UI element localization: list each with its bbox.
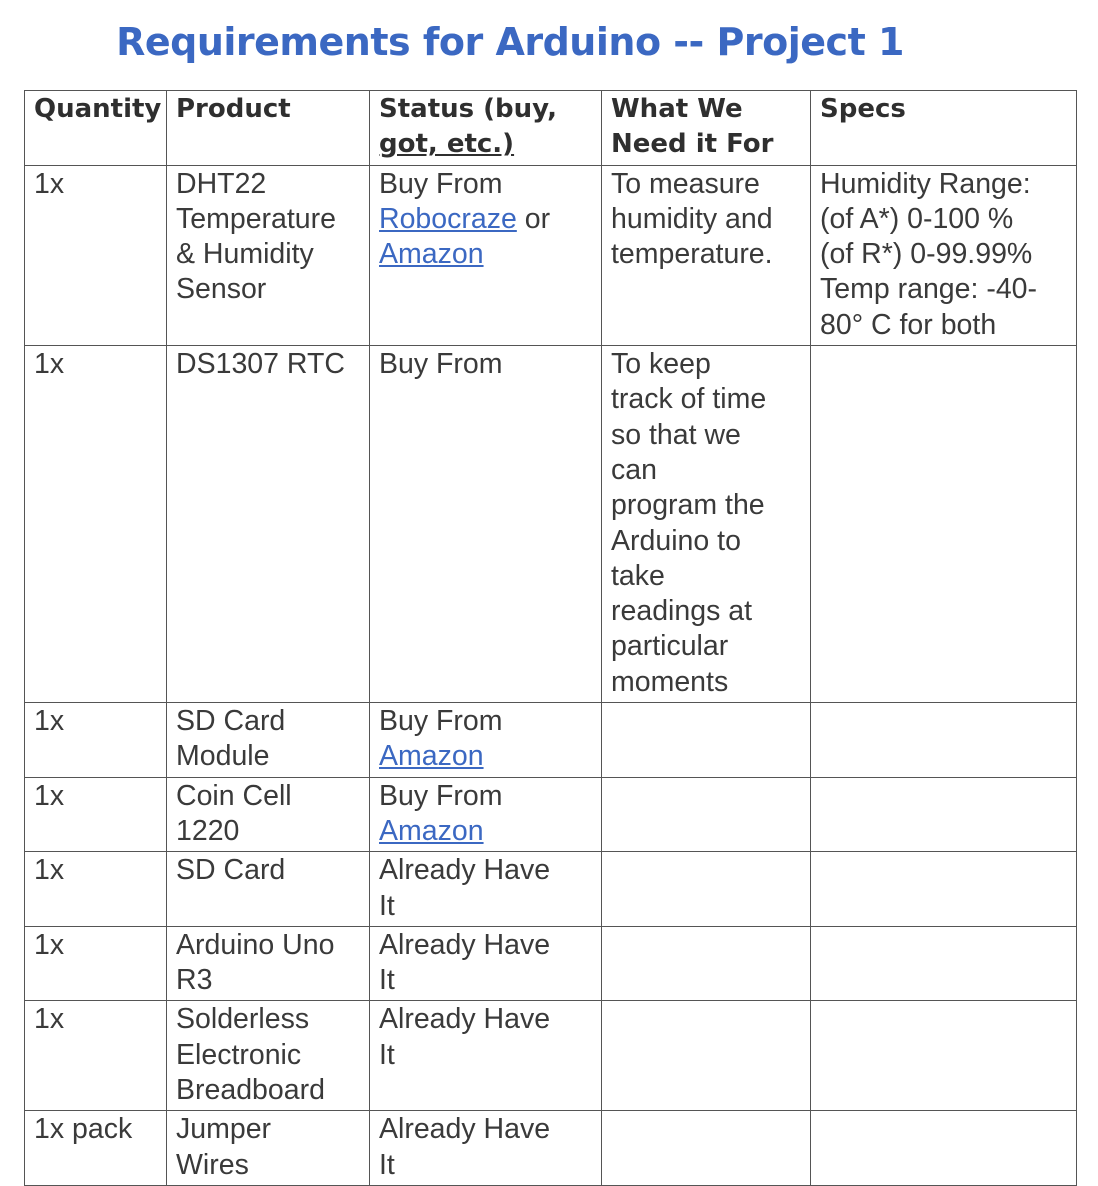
need-line: moments (611, 665, 729, 698)
table-header-row (25, 91, 1077, 166)
need-line: program the (611, 489, 765, 522)
need-line: temperature. (611, 238, 773, 271)
product-line: SD Card (176, 705, 286, 738)
product-cell (167, 852, 370, 927)
specs-cell (811, 1001, 1077, 1111)
status-prefix: Buy From (379, 348, 503, 381)
quantity-cell (25, 926, 167, 1001)
status-prefix: Buy From (379, 167, 503, 200)
need-line: Arduino to (611, 524, 741, 557)
product-cell (167, 165, 370, 345)
status-cell (370, 1111, 602, 1186)
specs-cell (811, 346, 1077, 703)
status-line: It (379, 1148, 395, 1181)
table-row (25, 852, 1077, 927)
table-row (25, 1001, 1077, 1111)
need-cell (602, 165, 811, 345)
status-prefix: Buy From (379, 779, 503, 812)
product-line: Wires (176, 1148, 249, 1181)
quantity-cell (25, 1001, 167, 1111)
product-cell (167, 1111, 370, 1186)
product-line: & Humidity (176, 238, 314, 271)
specs-cell (811, 852, 1077, 927)
quantity-cell (25, 165, 167, 345)
product-line: Module (176, 740, 270, 773)
need-cell (602, 1001, 811, 1111)
specs-cell (811, 1111, 1077, 1186)
quantity-text: 1x (34, 705, 65, 738)
quantity-cell (25, 852, 167, 927)
need-line: To measure (611, 167, 760, 200)
need-line: To keep (611, 348, 711, 381)
header-quantity: Quantity (25, 91, 167, 166)
quantity-cell (25, 346, 167, 703)
need-cell (602, 703, 811, 778)
need-cell (602, 852, 811, 927)
product-line: Coin Cell (176, 779, 292, 812)
status-line: Already Have (379, 854, 551, 887)
table-row (25, 777, 1077, 852)
table-body (25, 165, 1077, 1185)
need-line: particular (611, 630, 729, 663)
header-specs: Specs (811, 91, 1077, 166)
quantity-text: 1x pack (34, 1113, 133, 1146)
table-row (25, 926, 1077, 1001)
product-line: Electronic (176, 1038, 302, 1071)
product-line: DS1307 RTC (176, 348, 345, 381)
status-cell (370, 926, 602, 1001)
need-line: so that we (611, 418, 741, 451)
need-line: track of time (611, 383, 767, 416)
status-joiner: or (524, 202, 551, 235)
status-link-line (379, 814, 593, 849)
status-link-line (379, 237, 593, 272)
need-cell (602, 926, 811, 1001)
status-link-line (379, 202, 593, 237)
table-row (25, 1111, 1077, 1186)
product-line: Jumper (176, 1113, 272, 1146)
need-line: can (611, 453, 657, 486)
status-line: Already Have (379, 1113, 551, 1146)
product-cell (167, 926, 370, 1001)
status-cell (370, 703, 602, 778)
specs-line: (of R*) 0-99.99% (820, 238, 1033, 271)
status-line: Already Have (379, 928, 551, 961)
specs-cell (811, 777, 1077, 852)
product-line: Breadboard (176, 1074, 325, 1107)
need-cell (602, 777, 811, 852)
status-link-line (379, 739, 593, 774)
quantity-cell (25, 777, 167, 852)
quantity-text: 1x (34, 1003, 65, 1036)
product-cell (167, 1001, 370, 1111)
shop-link[interactable]: Robocraze (379, 202, 517, 235)
shop-link[interactable]: Amazon (379, 238, 484, 271)
quantity-text: 1x (34, 779, 65, 812)
status-cell (370, 346, 602, 703)
product-cell (167, 346, 370, 703)
product-line: DHT22 (176, 167, 267, 200)
status-line: Already Have (379, 1003, 551, 1036)
quantity-text: 1x (34, 928, 65, 961)
product-cell (167, 777, 370, 852)
shop-link[interactable]: Amazon (379, 740, 484, 773)
need-line: readings at (611, 595, 753, 628)
product-line: Solderless (176, 1003, 310, 1036)
specs-line: Temp range: -40- (820, 273, 1038, 306)
status-prefix: Buy From (379, 705, 503, 738)
table-row (25, 703, 1077, 778)
need-line: take (611, 559, 665, 592)
specs-line: (of A*) 0-100 % (820, 202, 1014, 235)
product-cell (167, 703, 370, 778)
header-status: Status (buy, got, etc.) (370, 91, 602, 166)
product-line: R3 (176, 964, 213, 997)
status-line: It (379, 889, 395, 922)
status-cell (370, 777, 602, 852)
quantity-cell (25, 703, 167, 778)
table-row (25, 165, 1077, 345)
specs-line: Humidity Range: (820, 167, 1031, 200)
header-product: Product (167, 91, 370, 166)
product-line: 1220 (176, 814, 240, 847)
specs-cell (811, 926, 1077, 1001)
status-line: It (379, 1038, 395, 1071)
header-need: What We Need it For (602, 91, 811, 166)
quantity-cell (25, 1111, 167, 1186)
product-line: Temperature (176, 202, 336, 235)
page-title: Requirements for Arduino -- Project 1 (116, 20, 904, 64)
status-line: It (379, 964, 395, 997)
quantity-text: 1x (34, 167, 65, 200)
need-cell (602, 1111, 811, 1186)
specs-line: 80° C for both (820, 308, 997, 341)
status-cell (370, 1001, 602, 1111)
table-row (25, 346, 1077, 703)
quantity-text: 1x (34, 348, 65, 381)
quantity-text: 1x (34, 854, 65, 887)
product-line: SD Card (176, 854, 286, 887)
product-line: Sensor (176, 273, 267, 306)
need-line: humidity and (611, 202, 773, 235)
shop-link[interactable]: Amazon (379, 814, 484, 847)
requirements-table (24, 90, 1077, 1186)
specs-cell (811, 165, 1077, 345)
specs-cell (811, 703, 1077, 778)
status-cell (370, 165, 602, 345)
status-cell (370, 852, 602, 927)
need-cell (602, 346, 811, 703)
product-line: Arduino Uno (176, 928, 335, 961)
